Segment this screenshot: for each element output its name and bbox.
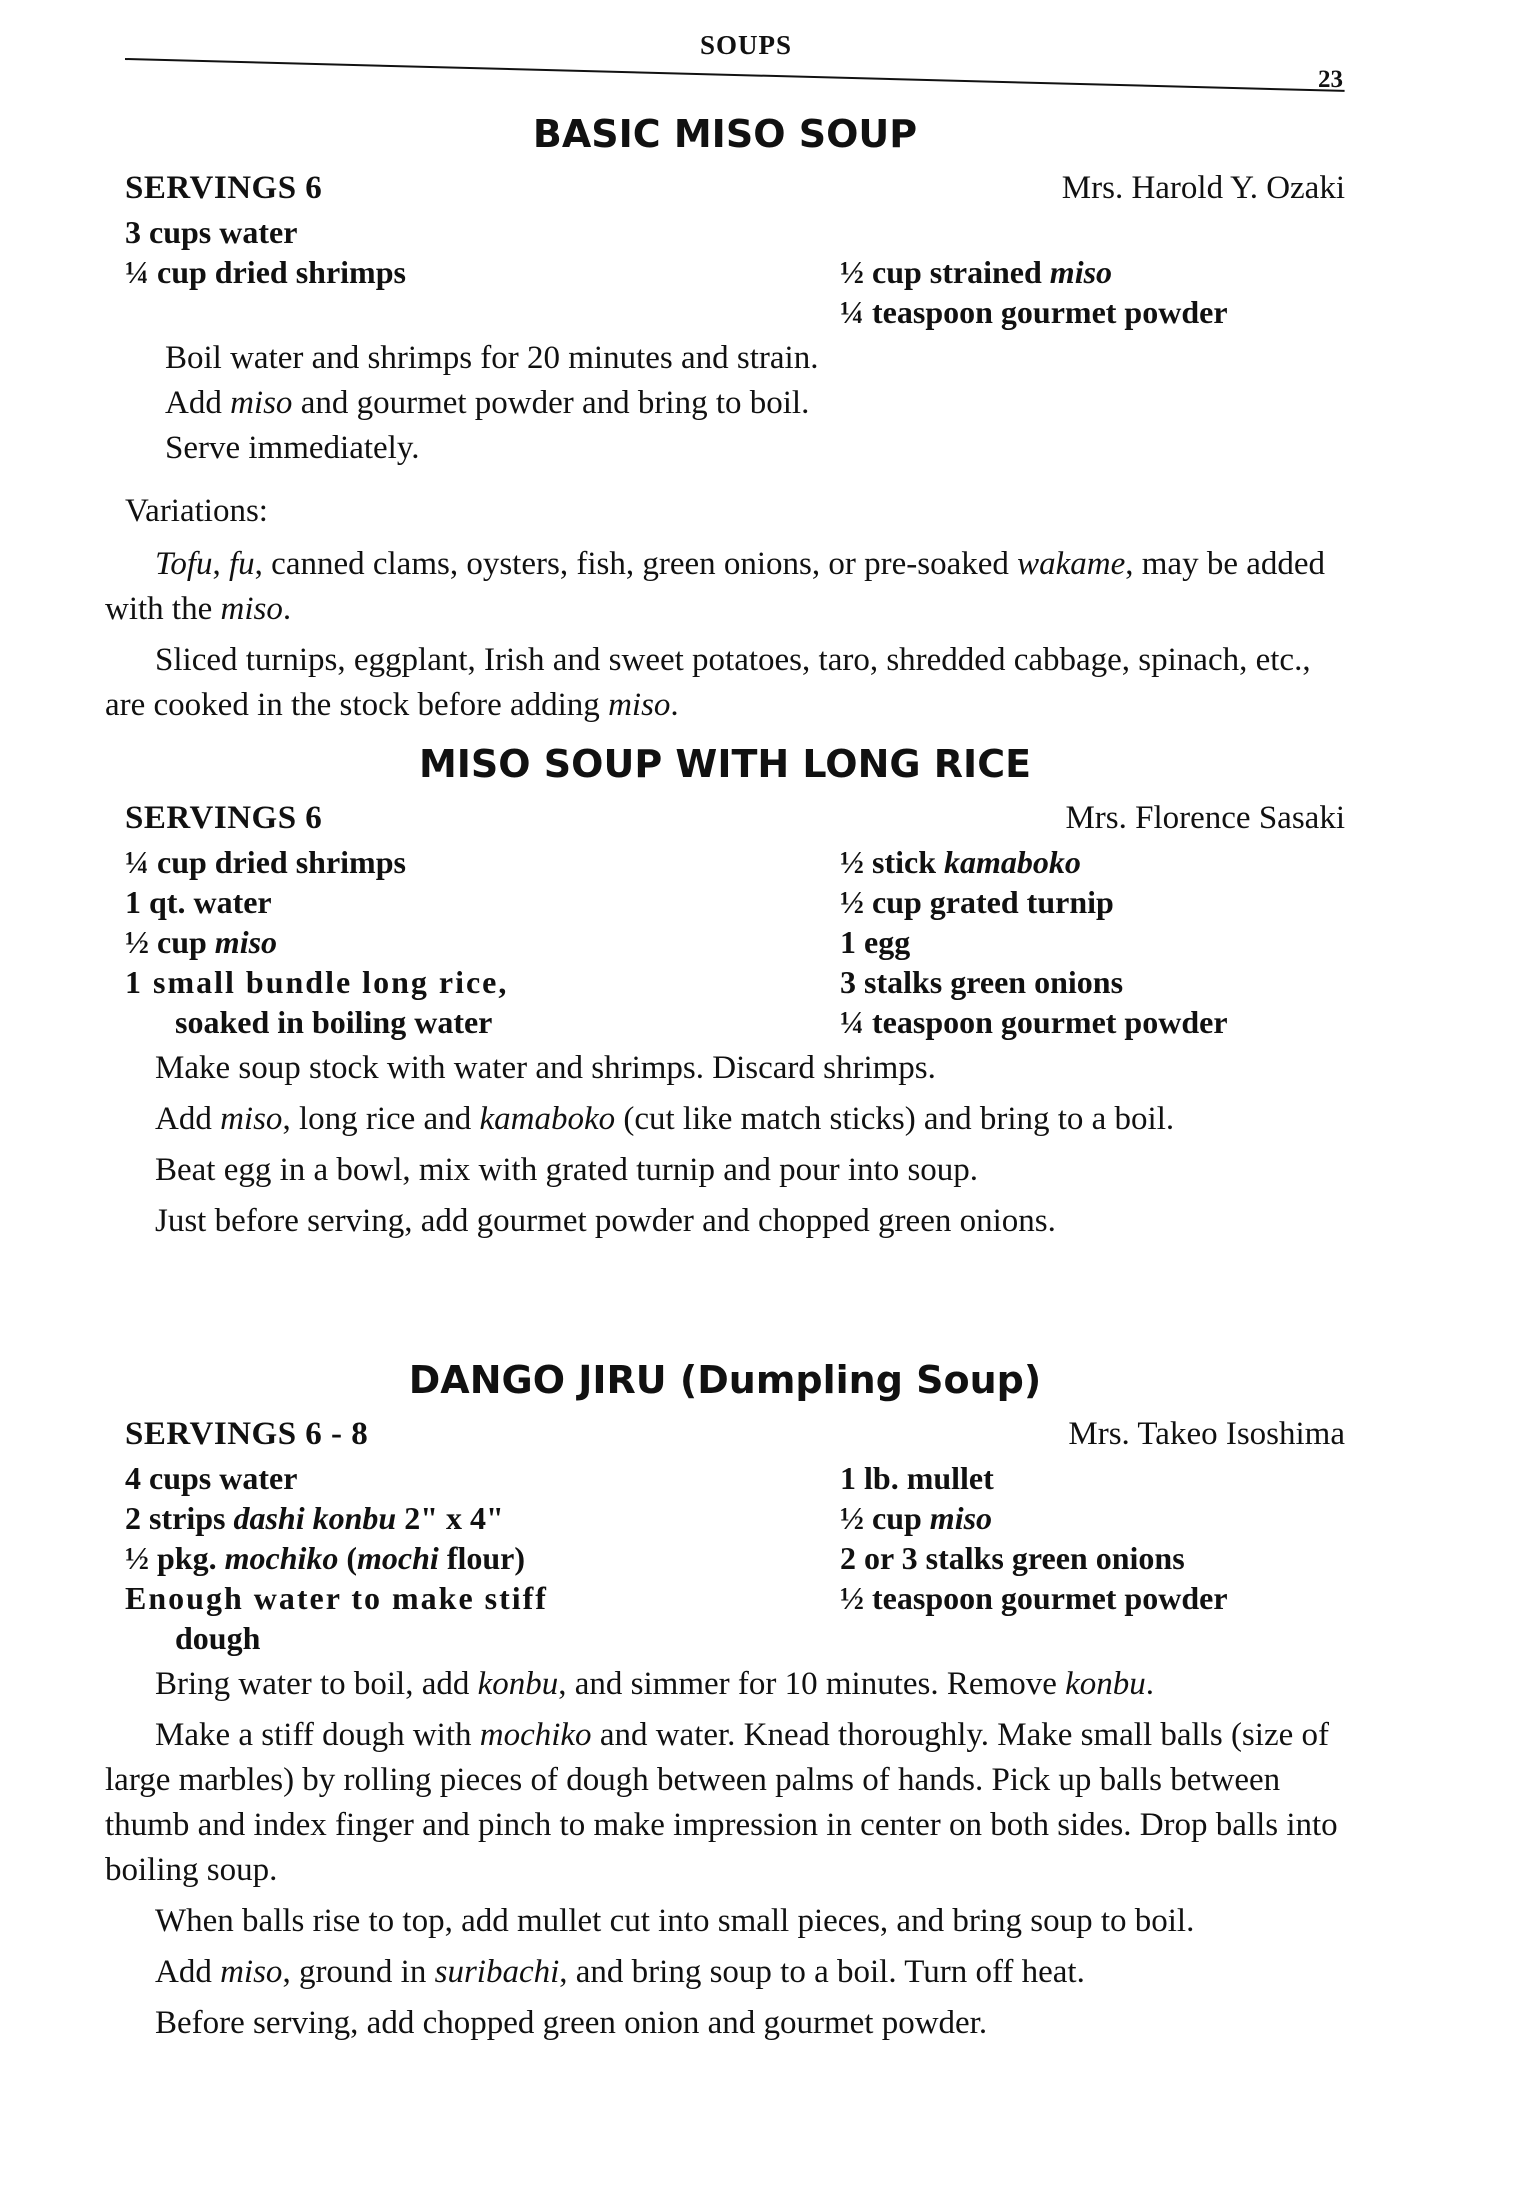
recipe-title: BASIC MISO SOUP <box>532 112 918 156</box>
instruction-step: Make soup stock with water and shrimps. Discard shrimps. <box>155 1050 936 1086</box>
instruction-step: When balls rise to top, add mullet cut into small pieces, and bring soup to boil. <box>155 1903 1195 1939</box>
ingredient: ½ stick kamaboko <box>840 844 1081 880</box>
instruction-step: Add miso, ground in suribachi, and bring soup to a boil. Turn off heat. <box>155 1954 1085 1990</box>
ingredient: 1 egg <box>840 924 911 960</box>
ingredient: ¼ cup dried shrimps <box>125 254 406 290</box>
header-rule <box>125 58 1345 92</box>
instruction-step: Make a stiff dough with mochiko and water. Knead thoroughly. Make small balls (size of large marbles) by rolling pieces of dough between palms of hands. Pick up balls between thumb and index finger and pinch to make impression in center on both sides. Drop balls into boiling soup. <box>105 1717 1338 1888</box>
instruction-step: Bring water to boil, add konbu, and simmer for 10 minutes. Remove konbu. <box>155 1666 1154 1702</box>
ingredient: ½ pkg. mochiko (mochi flour) <box>125 1540 526 1576</box>
ingredient: dough <box>175 1620 261 1656</box>
ingredient: ½ cup miso <box>840 1500 993 1536</box>
ingredient: ½ cup grated turnip <box>840 884 1114 920</box>
ingredients-left-column <box>105 212 840 332</box>
ingredient: 1 small bundle long rice, <box>125 964 509 1000</box>
contributor: Mrs. Harold Y. Ozaki <box>1061 170 1345 206</box>
recipe-title: MISO SOUP WITH LONG RICE <box>418 742 1032 786</box>
ingredient: 4 cups water <box>125 1460 298 1496</box>
recipe-miso-soup-long-rice <box>105 742 1345 1250</box>
ingredient: 2 strips dashi konbu 2" x 4" <box>125 1500 504 1536</box>
instructions <box>105 336 1345 728</box>
instruction-step: Serve immediately. <box>165 430 420 466</box>
ingredients-left-column <box>105 842 840 1042</box>
ingredient-list <box>105 1458 1345 1658</box>
servings: SERVINGS 6 <box>125 170 323 206</box>
ingredient: 3 cups water <box>125 214 298 250</box>
ingredient-list <box>105 212 1345 332</box>
ingredient: Enough water to make stiff <box>125 1580 548 1616</box>
ingredient: 1 lb. mullet <box>840 1460 994 1496</box>
recipe-dango-jiru <box>105 1358 1345 2052</box>
variation-text: Sliced turnips, eggplant, Irish and sweet potatoes, taro, shredded cabbage, spinach, etc., are cooked in the stock before adding miso. <box>105 642 1311 723</box>
servings: SERVINGS 6 <box>125 800 323 836</box>
ingredient: ¼ cup dried shrimps <box>125 844 406 880</box>
ingredient: ¼ teaspoon gourmet powder <box>840 1004 1228 1040</box>
instructions <box>105 1046 1345 1244</box>
recipe-title: DANGO JIRU (Dumpling Soup) <box>408 1358 1042 1402</box>
ingredient: ½ cup miso <box>125 924 278 960</box>
ingredient: 3 stalks green onions <box>840 964 1124 1000</box>
ingredient: soaked in boiling water <box>175 1004 493 1040</box>
servings: SERVINGS 6 - 8 <box>125 1416 369 1452</box>
instruction-step: Beat egg in a bowl, mix with grated turnip and pour into soup. <box>155 1152 979 1188</box>
ingredient: ½ cup strained miso <box>840 254 1113 290</box>
instruction-step: Add miso, long rice and kamaboko (cut like match sticks) and bring to a boil. <box>155 1101 1175 1137</box>
instruction-step: Before serving, add chopped green onion and gourmet powder. <box>155 2005 988 2041</box>
recipe-meta <box>105 1416 1345 1458</box>
instructions <box>105 1662 1345 2046</box>
ingredient: 2 or 3 stalks green onions <box>840 1540 1185 1576</box>
ingredient: ½ teaspoon gourmet powder <box>840 1580 1228 1616</box>
ingredients-right-column <box>840 842 1345 1042</box>
recipe-meta <box>105 800 1345 842</box>
ingredients-right-column <box>840 252 1345 332</box>
recipe-basic-miso-soup <box>105 112 1345 734</box>
recipe-meta <box>105 170 1345 212</box>
running-head: SOUPS <box>700 30 793 60</box>
instruction-step: Boil water and shrimps for 20 minutes and strain. <box>165 340 819 376</box>
variations-heading: Variations: <box>125 493 268 529</box>
contributor: Mrs. Florence Sasaki <box>1065 800 1345 836</box>
ingredient: ¼ teaspoon gourmet powder <box>840 294 1228 330</box>
instruction-step: Just before serving, add gourmet powder and chopped green onions. <box>155 1203 1056 1239</box>
ingredients-left-column <box>105 1458 840 1658</box>
ingredient-list <box>105 842 1345 1042</box>
instruction-step: Add miso and gourmet powder and bring to boil. <box>165 385 810 421</box>
page-number: 23 <box>1318 66 1343 93</box>
ingredients-right-column <box>840 1458 1345 1658</box>
contributor: Mrs. Takeo Isoshima <box>1068 1416 1345 1452</box>
ingredient: 1 qt. water <box>125 884 272 920</box>
variation-text: Tofu, fu, canned clams, oysters, fish, green onions, or pre-soaked wakame, may be added with the miso. <box>105 546 1326 627</box>
